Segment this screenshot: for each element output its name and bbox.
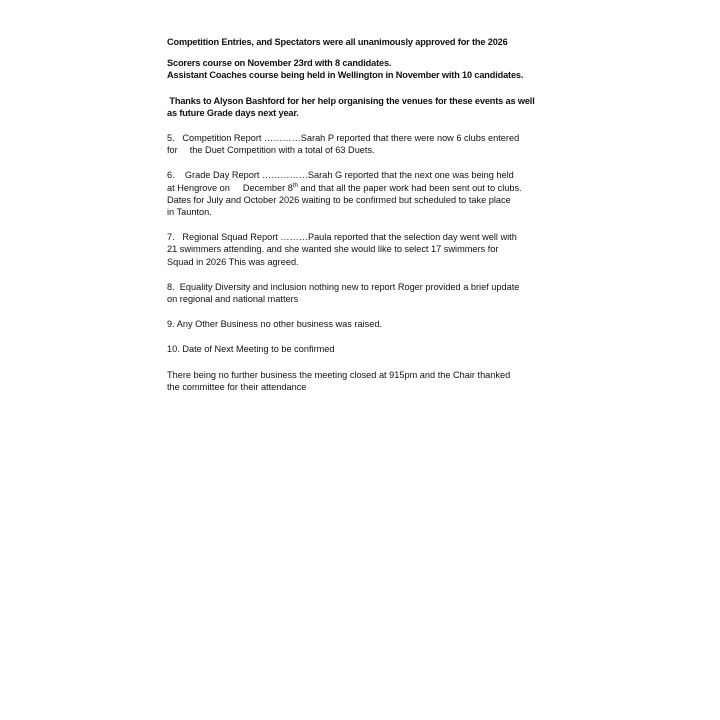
thanks-line-1: Thanks to Alyson Bashford for her help organising the venues for these events as well <box>167 95 535 106</box>
item-7-line-2: 21 swimmers attending. and she wanted she would like to select 17 swimmers for <box>167 244 499 255</box>
item-5-line-2 <box>167 144 555 156</box>
closing-paragraph <box>167 369 555 393</box>
other-business-item <box>167 318 555 330</box>
item-5-line-2-end: the Duet Competition with a total of 63 Duets. <box>189 145 375 156</box>
approval-paragraph <box>167 36 555 48</box>
item-6-line-1: 6. Grade Day Report ……………Sarah G reported that the next one was being held <box>167 170 514 181</box>
approval-line-1: Competition Entries, and Spectators were all unanimously approved for the 2026 <box>167 37 508 47</box>
document-body <box>167 36 555 393</box>
item-6-line-2-date: December 8 <box>242 182 293 193</box>
thanks-paragraph <box>167 95 555 119</box>
closing-line-2: the committee for their attendance <box>167 381 307 392</box>
item-7-line-3: Squad in 2026 This was agreed. <box>167 256 299 267</box>
item-5-line-1: 5. Competition Report …………Sarah P reported that there were now 6 clubs entered <box>167 133 520 144</box>
item-6-line-2 <box>167 182 555 194</box>
item-10-line-1: 10. Date of Next Meeting to be confirmed <box>167 344 335 355</box>
courses-paragraph <box>167 57 555 81</box>
courses-line-2: Assistant Coaches course being held in Wellington in November with 10 candidates. <box>167 70 524 81</box>
next-meeting-item <box>167 343 555 355</box>
item-6-line-4: in Taunton. <box>167 207 212 218</box>
item-6-line-3: Dates for July and October 2026 waiting to be confirmed but scheduled to take place <box>167 194 511 205</box>
regional-squad-report-item <box>167 231 555 268</box>
item-9-line-1: 9. Any Other Business no other business was raised. <box>167 319 382 330</box>
courses-line-1: Scorers course on November 23rd with 8 candidates. <box>167 58 392 69</box>
item-8-line-1: 8. Equality Diversity and inclusion nothing new to report Roger provided a brief update <box>167 281 520 292</box>
item-8-line-2: on regional and national matters <box>167 294 299 305</box>
closing-line-1: There being no further business the meeting closed at 915pm and the Chair thanked <box>167 369 511 380</box>
item-5-line-2-start: for <box>167 145 178 156</box>
item-6-date-superscript: th <box>292 182 298 189</box>
equality-diversity-item <box>167 281 555 305</box>
item-6-line-2-start: at Hengrove on <box>167 182 230 193</box>
competition-report-item <box>167 132 555 156</box>
item-7-line-1: 7. Regional Squad Report ………Paula reported that the selection day went well with <box>167 232 517 243</box>
thanks-line-2: as future Grade days next year. <box>167 107 299 118</box>
item-6-line-2-end: and that all the paper work had been sent out to clubs. <box>297 182 522 193</box>
grade-day-report-item <box>167 169 555 218</box>
